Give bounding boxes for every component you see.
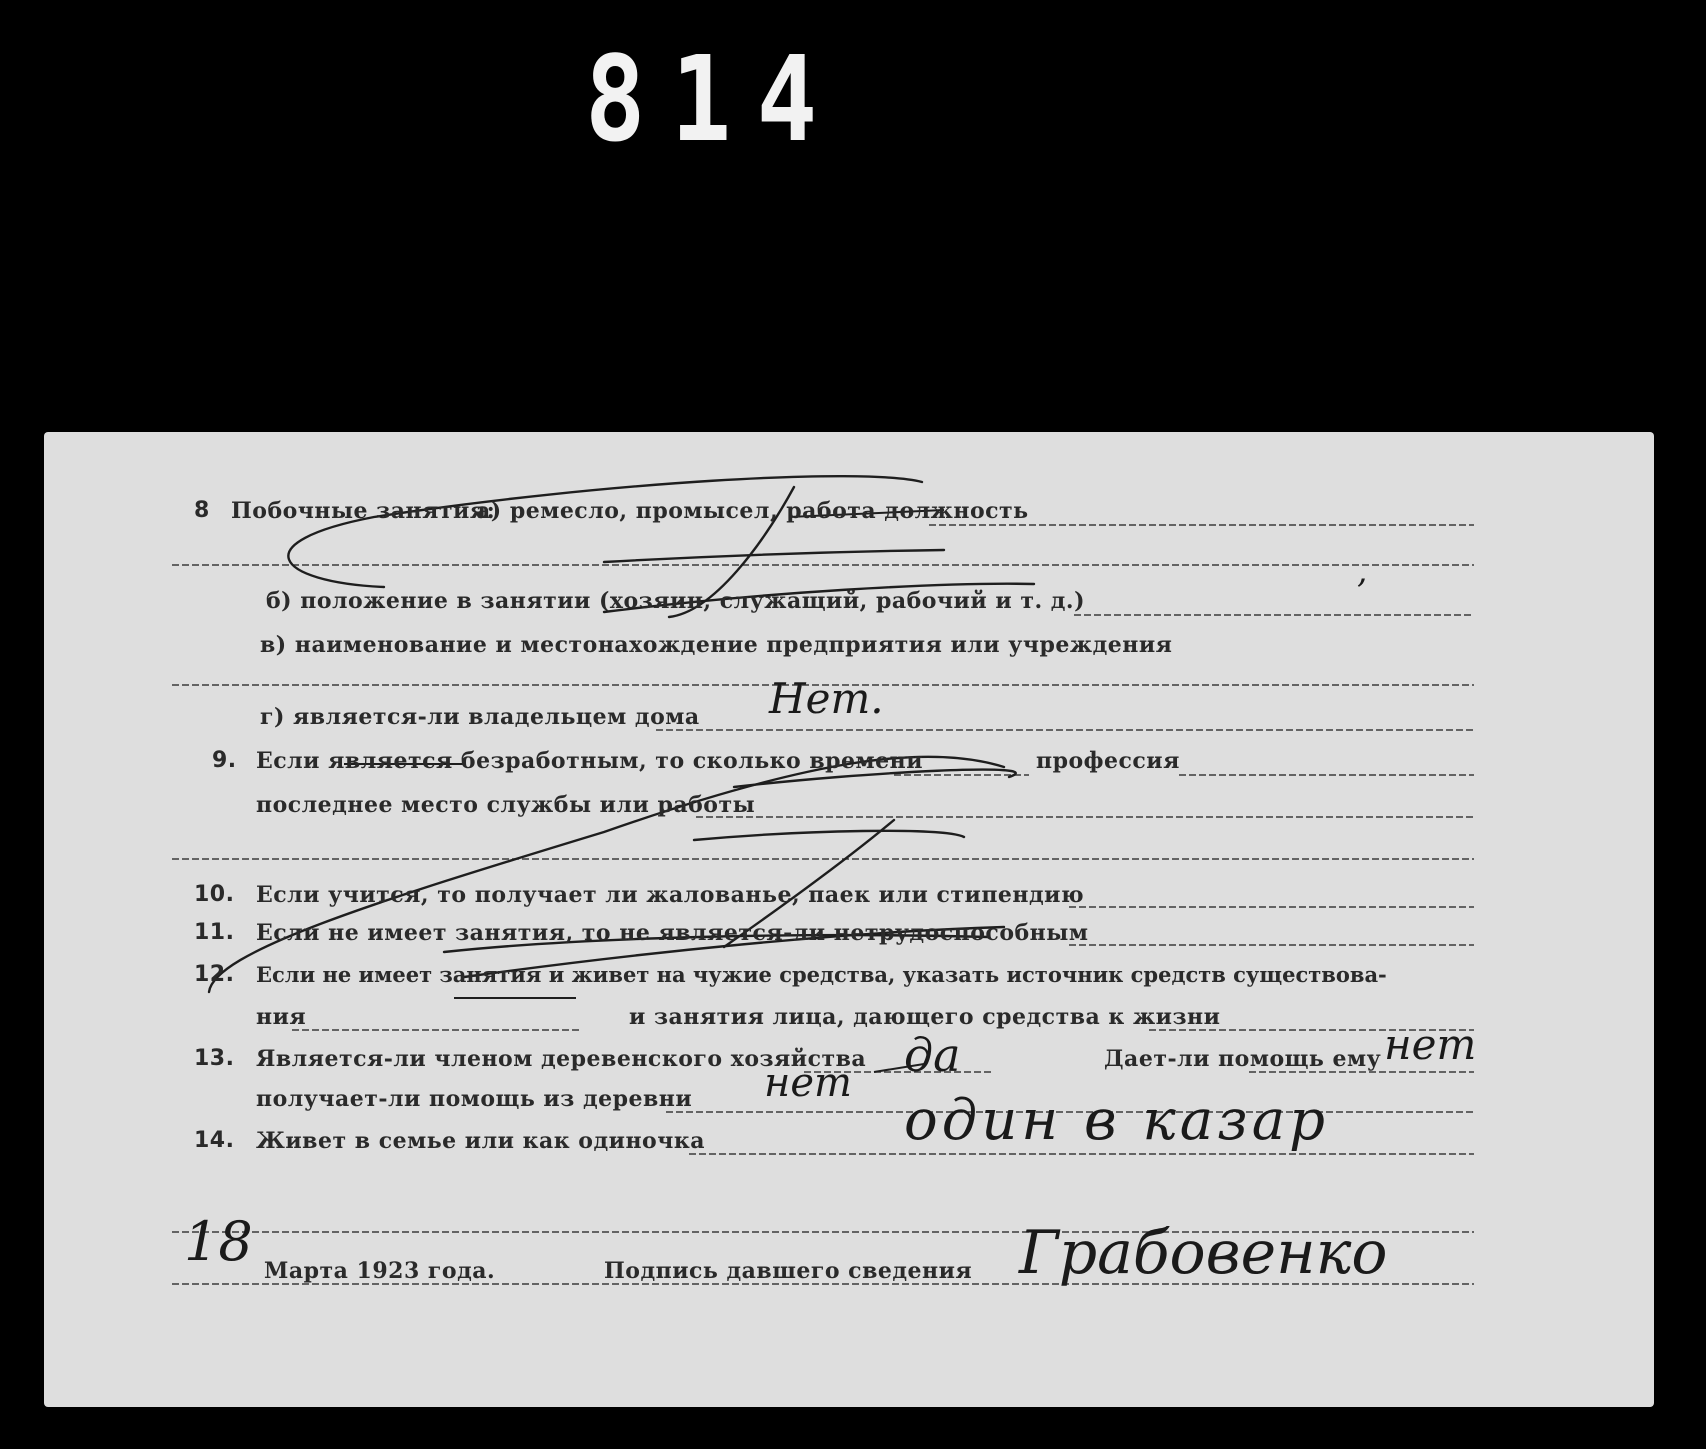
q13-line2: получает-ли помощь из деревни [256, 1086, 693, 1112]
q8a-label: а) ремесло, промысел, работа должность [476, 498, 1029, 524]
q8g-label: г) является-ли владельцем дома [260, 704, 700, 730]
q12-number: 12. [194, 962, 235, 987]
q10-text: Если учится, то получает ли жалованье, паек или стипендию [256, 882, 1085, 908]
q13-line1a: Является-ли членом деревенского хозяйства [256, 1046, 867, 1072]
signature-handwritten: Грабовенко [1019, 1218, 1388, 1288]
q8-number: 8 [194, 498, 210, 523]
q8-title: Побочные занятия: [231, 498, 496, 524]
family-answer: один в казар [904, 1088, 1329, 1153]
q11-number: 11. [194, 920, 235, 945]
q14-text: Живет в семье или как одиночка [256, 1128, 705, 1154]
frame-number: 814 [585, 30, 843, 168]
census-card [44, 432, 1654, 1407]
q8v-label: в) наименование и местонахождение предприятия или учреждения [260, 632, 1173, 658]
q9-number: 9. [212, 748, 237, 773]
q12-line2a: ния [256, 1004, 307, 1030]
q13-line1b: Дает-ли помощь ему [1104, 1046, 1382, 1072]
village-member-answer: да [904, 1028, 961, 1082]
q10-number: 10. [194, 882, 235, 907]
q11-text: Если не имеет занятия, то не является-ли нетрудоспособным [256, 920, 1089, 946]
q14-number: 14. [194, 1128, 235, 1153]
help-given-answer: нет [1384, 1020, 1477, 1069]
q9-line2: последнее место службы или работы [256, 792, 756, 818]
q12-line2b: и занятия лица, дающего средства к жизни [629, 1004, 1221, 1030]
date-month: Марта 1923 года. [264, 1258, 496, 1284]
q9-profession: профессия [1036, 748, 1180, 774]
house-owner-answer: Нет. [769, 674, 884, 723]
q12-line1: Если не имеет занятия и живет на чужие средства, указать источник средств существова- [256, 962, 1387, 987]
signature-label: Подпись давшего сведения [604, 1258, 973, 1284]
q13-number: 13. [194, 1046, 235, 1071]
q8b-label: б) положение в занятии (хозяин, служащий, рабочий и т. д.) [266, 588, 1086, 614]
day-handwritten: 18 [184, 1210, 253, 1273]
help-received-answer: нет [764, 1060, 852, 1106]
q9-line1: Если является безработным, то сколько времени [256, 748, 924, 774]
margin-mark: ’ [1356, 572, 1367, 612]
